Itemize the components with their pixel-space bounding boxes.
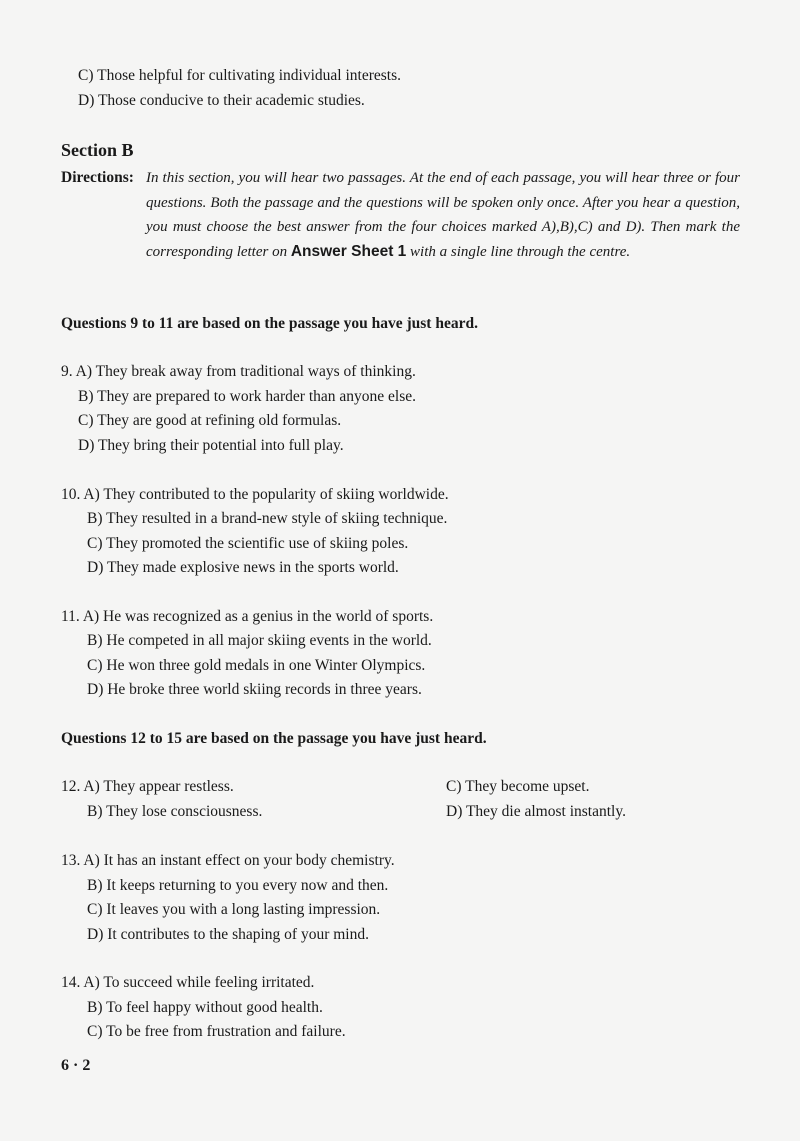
answer-sheet-label: Answer Sheet 1 bbox=[290, 242, 407, 260]
q10-option-b: B) They resulted in a brand-new style of skiing technique. bbox=[87, 510, 448, 527]
q9-option-d: D) They bring their potential into full play. bbox=[78, 437, 344, 454]
q12-option-b: B) They lose consciousness. bbox=[87, 803, 263, 820]
q14-option-c: C) To be free from frustration and failure. bbox=[87, 1023, 346, 1040]
q10-option-c: C) They promoted the scientific use of skiing poles. bbox=[87, 535, 409, 552]
q12-option-c: C) They become upset. bbox=[446, 778, 590, 795]
page-number: 6 · 2 bbox=[61, 1057, 91, 1074]
q11-option-d: D) He broke three world skiing records in three years. bbox=[87, 681, 422, 698]
q9-option-c: C) They are good at refining old formulas. bbox=[78, 412, 342, 429]
directions-label: Directions: bbox=[61, 169, 134, 186]
q14-option-a: 14. A) To succeed while feeling irritated. bbox=[61, 974, 315, 991]
directions-text-part2: with a single line through the centre. bbox=[406, 243, 631, 260]
q13-option-d: D) It contributes to the shaping of your mind. bbox=[87, 926, 369, 943]
directions-text bbox=[146, 166, 740, 264]
q9-option-b: B) They are prepared to work harder than anyone else. bbox=[78, 388, 416, 405]
q9-option-a: 9. A) They break away from traditional ways of thinking. bbox=[61, 363, 416, 380]
q13-option-a: 13. A) It has an instant effect on your body chemistry. bbox=[61, 852, 395, 869]
q10-option-a: 10. A) They contributed to the popularity of skiing worldwide. bbox=[61, 486, 449, 503]
q10-option-d: D) They made explosive news in the sports world. bbox=[87, 559, 399, 576]
q11-option-c: C) He won three gold medals in one Winter Olympics. bbox=[87, 657, 426, 674]
q13-option-b: B) It keeps returning to you every now and then. bbox=[87, 877, 389, 894]
q13-option-c: C) It leaves you with a long lasting impression. bbox=[87, 901, 381, 918]
directions-text-part1: In this section, you will hear two passages. At the end of each passage, you will hear three or four questions. Both the passage and the questions will be spoken only once. After you hear a question, you must choose the best answer from the four choices marked A),B),C) and D). Then mark the corresponding letter on bbox=[146, 170, 740, 260]
section-title: Section B bbox=[61, 140, 134, 160]
option-d-prev: D) Those conducive to their academic studies. bbox=[78, 92, 365, 109]
q11-option-a: 11. A) He was recognized as a genius in the world of sports. bbox=[61, 608, 434, 625]
q12-option-d: D) They die almost instantly. bbox=[446, 803, 626, 820]
q11-option-b: B) He competed in all major skiing events in the world. bbox=[87, 632, 432, 649]
option-c-prev: C) Those helpful for cultivating individual interests. bbox=[78, 67, 402, 84]
group-heading-12-15: Questions 12 to 15 are based on the passage you have just heard. bbox=[61, 730, 487, 747]
group-heading-9-11: Questions 9 to 11 are based on the passage you have just heard. bbox=[61, 315, 478, 332]
q12-option-a: 12. A) They appear restless. bbox=[61, 778, 234, 795]
q14-option-b: B) To feel happy without good health. bbox=[87, 999, 323, 1016]
